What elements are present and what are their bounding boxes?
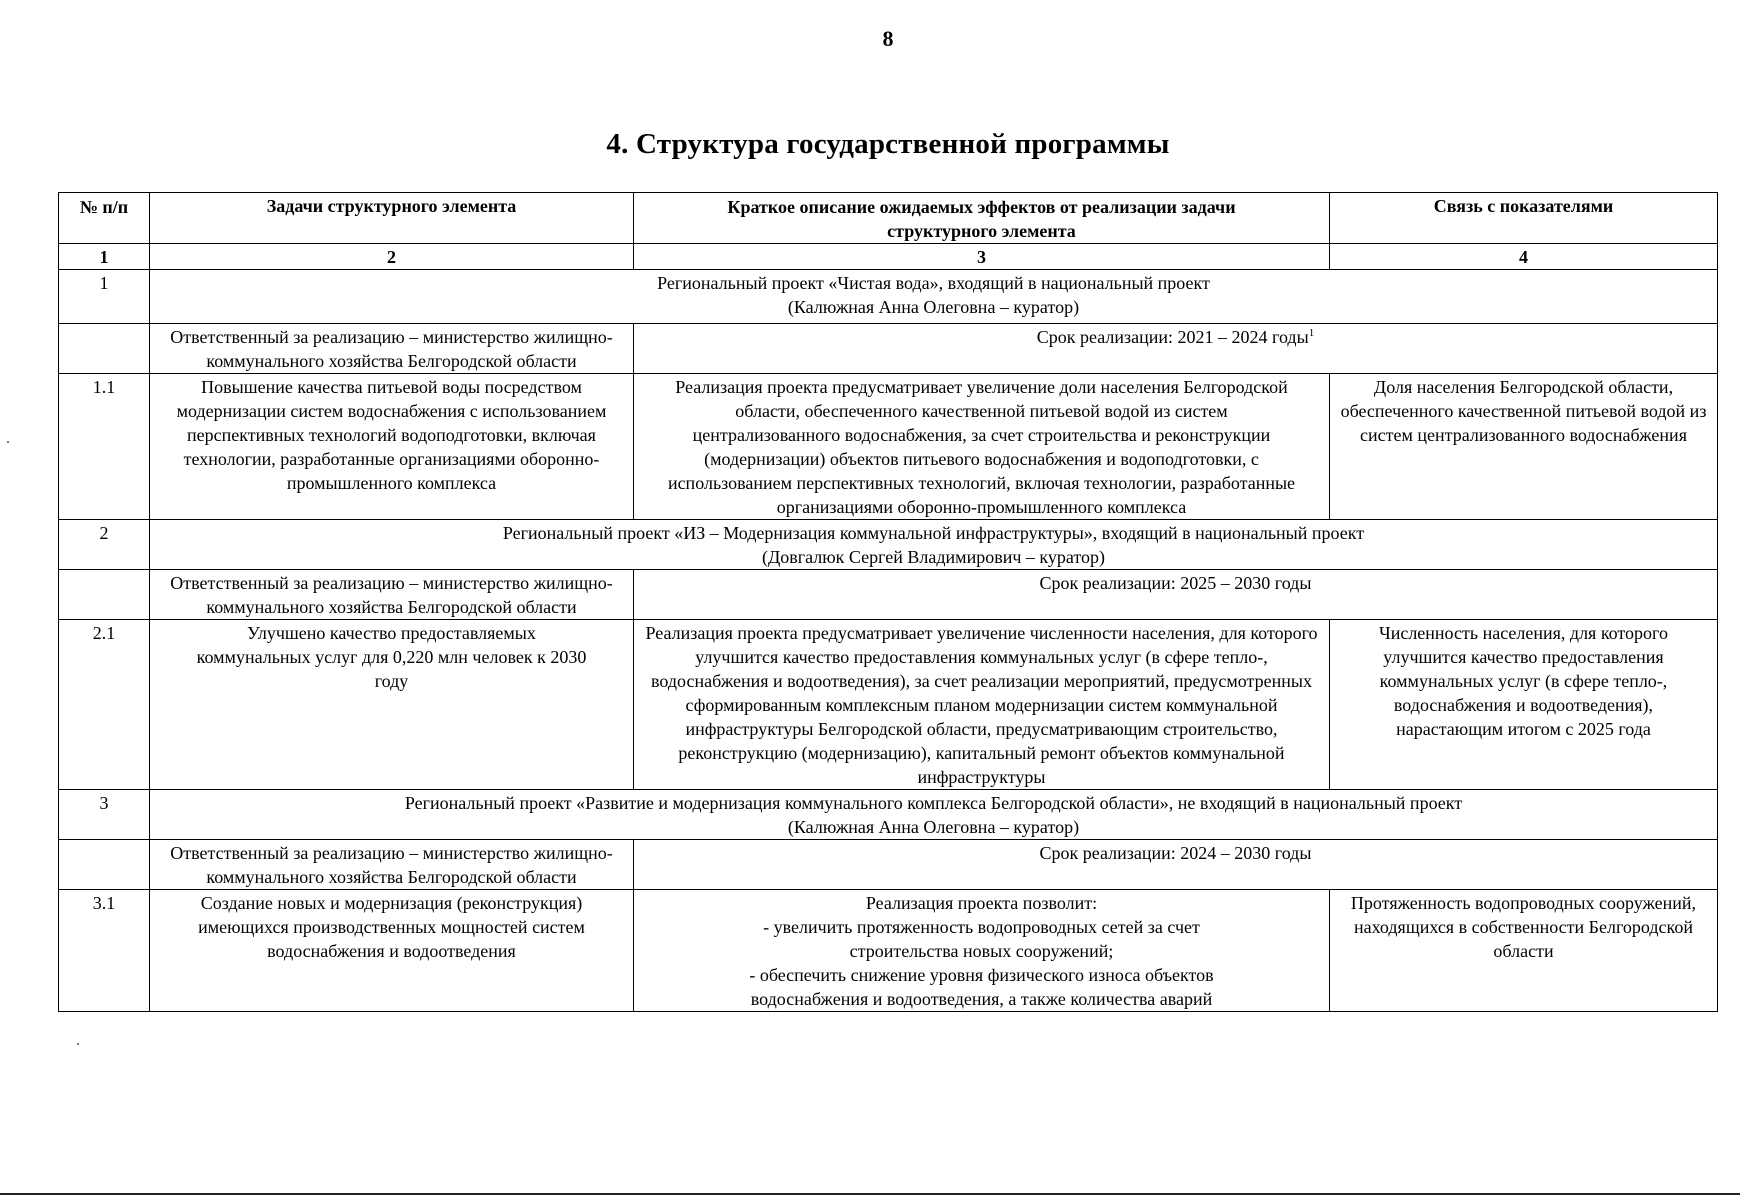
task-number: 2.1 [59,620,150,790]
effects-cell [634,890,1330,1012]
effects-cell: Реализация проекта предусматривает увеличение численности населения, для которого улучшится качество предоставления коммунальных услуг (в сфере тепло-, водоснабжения и водоотведения), за счет реализации мероприятий, предусмотренных сформированным комплексным планом модернизации систем коммунальной инфраструктуры Белгородской области, предусматривающим строительство, реконструкцию (модернизацию), капитальный ремонт объектов коммунальной инфраструктуры [634,620,1330,790]
task-cell: Повышение качества питьевой воды посредством модернизации систем водоснабжения с использованием перспективных технологий водоподготовки, включая технологии, разработанные организациями оборонно-промышленного комплекса [150,374,634,520]
header-effects: Краткое описание ожидаемых эффектов от реализации задачи структурного элемента [634,193,1330,244]
header-tasks: Задачи структурного элемента [150,193,634,244]
page-number: 8 [882,26,894,51]
term-cell [634,840,1718,890]
term-text: Срок реализации: 2025 – 2030 годы [1039,573,1312,593]
term-cell [634,324,1718,374]
indicators-cell: Протяженность водопроводных сооружений, находящихся в собственности Белгородской области [1330,890,1718,1012]
indicators-cell: Численность населения, для которого улучшится качество предоставления коммунальных услуг (в сфере тепло-, водоснабжения и водоотведения), нарастающим итогом с 2025 года [1330,620,1718,790]
project-title-cell [150,270,1718,324]
responsible-cell: Ответственный за реализацию – министерство жилищно-коммунального хозяйства Белгородской области [150,840,634,890]
table-row [59,374,1718,520]
project-title: Региональный проект «ИЗ – Модернизация коммунальной инфраструктуры», входящий в национальный проект [502,523,1365,543]
page-bottom-rule [0,1193,1740,1195]
task-number: 3.1 [59,890,150,1012]
task-number: 1.1 [59,374,150,520]
effects-item: - обеспечить снижение уровня физического износа объектов водоснабжения и водоотведения, а также количества аварий [749,965,1214,1009]
scan-speck [77,1043,79,1045]
table-row [59,620,1718,790]
scan-speck [7,441,9,443]
footnote-marker: 1 [1308,327,1315,339]
project-curator: (Калюжная Анна Олеговна – куратор) [787,297,1080,317]
effects-cell: Реализация проекта предусматривает увеличение доли населения Белгородской области, обеспеченного качественной питьевой водой из систем централизованного водоснабжения, за счет строительства и реконструкции (модернизации) объектов питьевого водоснабжения и водоподготовки, с использованием перспективных технологий, включая технологии, разработанные организациями оборонно-промышленного комплекса [634,374,1330,520]
effects-intro: Реализация проекта позволит: [865,893,1098,913]
column-numbers-row [59,244,1718,270]
table-row [59,570,1718,620]
term-cell [634,570,1718,620]
project-title-cell [150,790,1718,840]
column-number: 4 [1330,244,1718,270]
column-number: 1 [59,244,150,270]
column-number: 3 [634,244,1330,270]
project-title: Региональный проект «Чистая вода», входящий в национальный проект [657,273,1210,293]
section-number: 3 [59,790,150,840]
task-cell: Улучшено качество предоставляемых коммунальных услуг для 0,220 млн человек к 2030 году [150,620,634,790]
effects-item: - увеличить протяженность водопроводных сетей за счет строительства новых сооружений; [763,917,1200,961]
responsible-cell: Ответственный за реализацию – министерство жилищно-коммунального хозяйства Белгородской области [150,570,634,620]
header-number: № п/п [59,193,150,244]
project-title-cell [150,520,1718,570]
section-number: 2 [59,520,150,570]
project-curator: (Довгалюк Сергей Владимирович – куратор) [761,547,1106,567]
table-header-row [59,193,1718,244]
table-row [59,520,1718,570]
term-text: Срок реализации: 2024 – 2030 годы [1039,843,1312,863]
table-row [59,270,1718,324]
table-row [59,840,1718,890]
project-curator: (Калюжная Анна Олеговна – куратор) [787,817,1080,837]
program-structure-table [58,192,1718,1012]
responsible-cell: Ответственный за реализацию – министерство жилищно-коммунального хозяйства Белгородской области [150,324,634,374]
column-number: 2 [150,244,634,270]
table-row [59,324,1718,374]
table-row [59,890,1718,1012]
indicators-cell: Доля населения Белгородской области, обеспеченного качественной питьевой водой из систем централизованного водоснабжения [1330,374,1718,520]
table-row [59,790,1718,840]
project-title: Региональный проект «Развитие и модернизация коммунального комплекса Белгородской области», не входящий в национальный проект [404,793,1463,813]
page-title: 4. Структура государственной программы [606,128,1170,160]
task-cell: Создание новых и модернизация (реконструкция) имеющихся производственных мощностей систем водоснабжения и водоотведения [150,890,634,1012]
section-number: 1 [59,270,150,324]
header-indicators: Связь с показателями [1330,193,1718,244]
term-text: Срок реализации: 2021 – 2024 годы [1036,327,1309,347]
